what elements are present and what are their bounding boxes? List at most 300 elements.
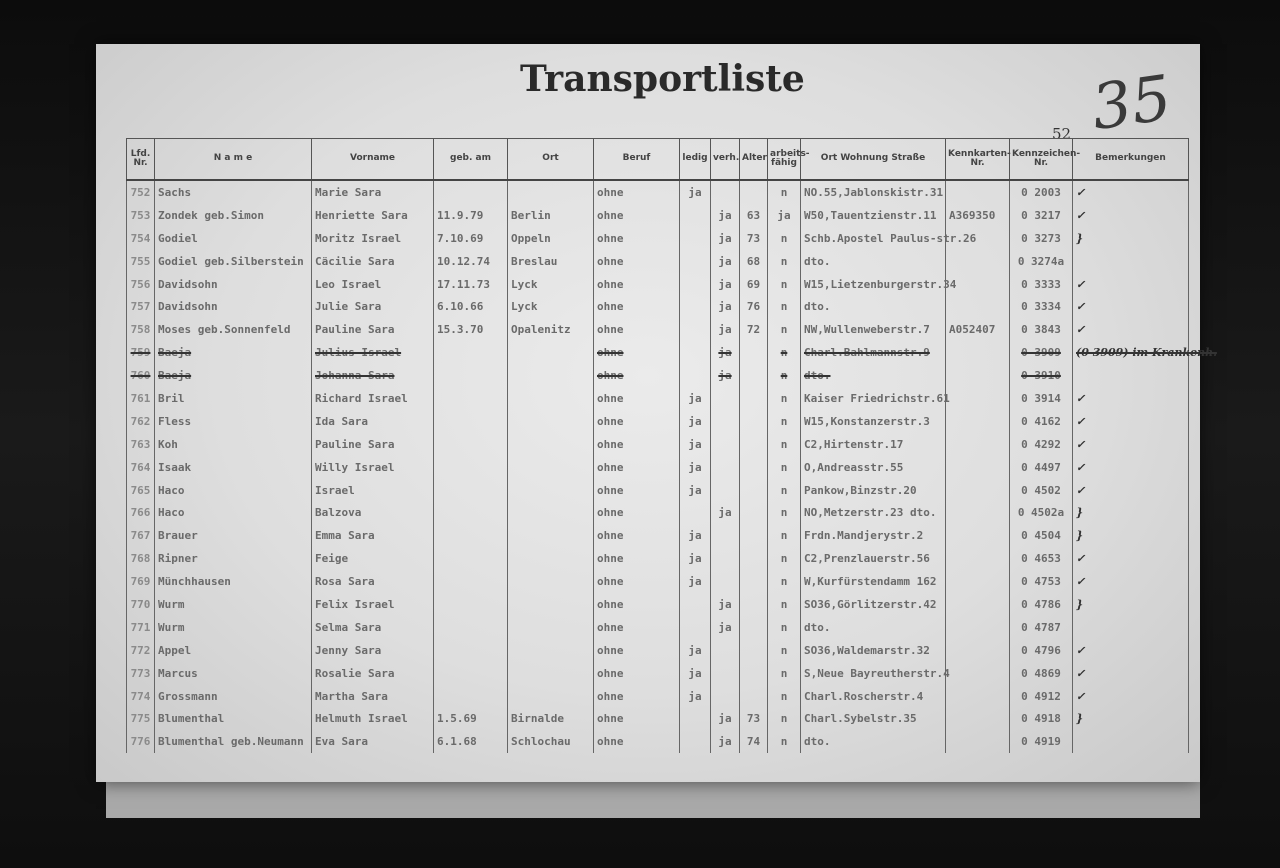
cell-nr: 769 xyxy=(127,570,155,593)
handwritten-page-number: 35 xyxy=(1087,60,1176,145)
cell-arbeit: n xyxy=(768,501,801,524)
cell-wohnung: W50,Tauentzienstr.11 xyxy=(801,204,946,227)
cell-verh: ja xyxy=(711,318,740,341)
cell-verh: ja xyxy=(711,273,740,296)
cell-alter xyxy=(740,547,768,570)
cell-bem: ✓ xyxy=(1073,318,1189,341)
cell-alter xyxy=(740,593,768,616)
cell-name: Baeja xyxy=(155,341,312,364)
cell-alter xyxy=(740,341,768,364)
cell-vorname: Ida Sara xyxy=(312,410,434,433)
cell-ort xyxy=(508,341,594,364)
cell-ort: Lyck xyxy=(508,295,594,318)
cell-beruf: ohne xyxy=(594,707,680,730)
cell-kk: A369350 xyxy=(946,204,1010,227)
cell-verh: ja xyxy=(711,204,740,227)
cell-ledig xyxy=(680,318,711,341)
cell-ledig xyxy=(680,273,711,296)
table-header-row xyxy=(127,139,1189,181)
cell-beruf: ohne xyxy=(594,250,680,273)
cell-vorname: Eva Sara xyxy=(312,730,434,753)
cell-vorname: Julius Israel xyxy=(312,341,434,364)
cell-wohnung: NW,Wullenweberstr.7 xyxy=(801,318,946,341)
cell-bem: } xyxy=(1073,227,1189,250)
cell-beruf: ohne xyxy=(594,479,680,502)
cell-arbeit: n xyxy=(768,387,801,410)
cell-bem: ✓ xyxy=(1073,410,1189,433)
cell-bem: ✓ xyxy=(1073,456,1189,479)
cell-kk xyxy=(946,524,1010,547)
cell-verh: ja xyxy=(711,501,740,524)
cell-bem: ✓ xyxy=(1073,387,1189,410)
cell-verh: ja xyxy=(711,593,740,616)
cell-vorname: Emma Sara xyxy=(312,524,434,547)
cell-alter xyxy=(740,180,768,204)
cell-verh xyxy=(711,662,740,685)
cell-kk xyxy=(946,685,1010,708)
cell-bem: (0 3909) im Krankenh. xyxy=(1073,341,1189,364)
cell-beruf: ohne xyxy=(594,364,680,387)
cell-verh xyxy=(711,433,740,456)
cell-geb xyxy=(434,387,508,410)
cell-name: Wurm xyxy=(155,593,312,616)
cell-bem xyxy=(1073,616,1189,639)
cell-beruf: ohne xyxy=(594,180,680,204)
cell-ort xyxy=(508,479,594,502)
cell-vorname: Henriette Sara xyxy=(312,204,434,227)
cell-arbeit: n xyxy=(768,685,801,708)
cell-geb xyxy=(434,364,508,387)
cell-ledig xyxy=(680,250,711,273)
cell-arbeit: n xyxy=(768,547,801,570)
cell-ledig xyxy=(680,295,711,318)
cell-arbeit: n xyxy=(768,341,801,364)
cell-vorname: Cäcilie Sara xyxy=(312,250,434,273)
cell-alter xyxy=(740,387,768,410)
cell-geb: 6.1.68 xyxy=(434,730,508,753)
cell-arbeit: n xyxy=(768,593,801,616)
cell-arbeit: n xyxy=(768,295,801,318)
cell-arbeit: n xyxy=(768,318,801,341)
cell-wohnung: Kaiser Friedrichstr.61 xyxy=(801,387,946,410)
cell-ort: Oppeln xyxy=(508,227,594,250)
cell-kz: 0 4918 xyxy=(1010,707,1073,730)
cell-arbeit: n xyxy=(768,250,801,273)
cell-beruf: ohne xyxy=(594,341,680,364)
cell-arbeit: ja xyxy=(768,204,801,227)
cell-verh: ja xyxy=(711,730,740,753)
cell-bem: ✓ xyxy=(1073,479,1189,502)
table-row xyxy=(127,593,1189,616)
table-row xyxy=(127,639,1189,662)
cell-geb xyxy=(434,479,508,502)
cell-arbeit: n xyxy=(768,227,801,250)
cell-ledig: ja xyxy=(680,387,711,410)
cell-kz: 0 3909 xyxy=(1010,341,1073,364)
cell-geb xyxy=(434,662,508,685)
table-row xyxy=(127,524,1189,547)
cell-vorname: Richard Israel xyxy=(312,387,434,410)
cell-ledig xyxy=(680,204,711,227)
cell-bem: } xyxy=(1073,707,1189,730)
cell-ort xyxy=(508,387,594,410)
cell-ledig: ja xyxy=(680,433,711,456)
cell-vorname: Helmuth Israel xyxy=(312,707,434,730)
cell-kz: 0 2003 xyxy=(1010,180,1073,204)
cell-name: Davidsohn xyxy=(155,273,312,296)
cell-nr: 762 xyxy=(127,410,155,433)
cell-name: Fless xyxy=(155,410,312,433)
table-row xyxy=(127,730,1189,753)
cell-kz: 0 3910 xyxy=(1010,364,1073,387)
cell-kk xyxy=(946,547,1010,570)
cell-wohnung: W,Kurfürstendamm 162 xyxy=(801,570,946,593)
table-row xyxy=(127,204,1189,227)
cell-kz: 0 4502 xyxy=(1010,479,1073,502)
cell-arbeit: n xyxy=(768,479,801,502)
cell-geb xyxy=(434,616,508,639)
cell-ort xyxy=(508,685,594,708)
cell-ledig: ja xyxy=(680,524,711,547)
cell-beruf: ohne xyxy=(594,730,680,753)
cell-verh: ja xyxy=(711,616,740,639)
cell-bem xyxy=(1073,730,1189,753)
column-header-wohnung: Ort Wohnung Straße xyxy=(801,139,946,181)
cell-geb: 7.10.69 xyxy=(434,227,508,250)
cell-arbeit: n xyxy=(768,364,801,387)
column-header-geb: geb. am xyxy=(434,139,508,181)
cell-wohnung: dto. xyxy=(801,295,946,318)
cell-kk xyxy=(946,593,1010,616)
cell-arbeit: n xyxy=(768,273,801,296)
table-row xyxy=(127,341,1189,364)
cell-ort xyxy=(508,639,594,662)
cell-wohnung: Schb.Apostel Paulus-str.26 xyxy=(801,227,946,250)
cell-beruf: ohne xyxy=(594,524,680,547)
cell-verh: ja xyxy=(711,295,740,318)
cell-verh xyxy=(711,479,740,502)
cell-verh xyxy=(711,547,740,570)
cell-ledig xyxy=(680,341,711,364)
cell-geb: 10.12.74 xyxy=(434,250,508,273)
cell-name: Davidsohn xyxy=(155,295,312,318)
cell-vorname: Leo Israel xyxy=(312,273,434,296)
cell-name: Marcus xyxy=(155,662,312,685)
cell-alter: 63 xyxy=(740,204,768,227)
cell-alter xyxy=(740,639,768,662)
cell-ledig: ja xyxy=(680,180,711,204)
table-body xyxy=(127,180,1217,753)
cell-name: Sachs xyxy=(155,180,312,204)
cell-name: Blumenthal geb.Neumann xyxy=(155,730,312,753)
cell-nr: 754 xyxy=(127,227,155,250)
cell-wohnung: dto. xyxy=(801,616,946,639)
cell-bem: ✓ xyxy=(1073,570,1189,593)
cell-kz: 0 4869 xyxy=(1010,662,1073,685)
cell-kk: A052407 xyxy=(946,318,1010,341)
cell-geb xyxy=(434,570,508,593)
cell-nr: 761 xyxy=(127,387,155,410)
cell-wohnung: Charl.Sybelstr.35 xyxy=(801,707,946,730)
table-row xyxy=(127,479,1189,502)
cell-geb xyxy=(434,524,508,547)
cell-verh xyxy=(711,410,740,433)
cell-alter xyxy=(740,479,768,502)
cell-kk xyxy=(946,180,1010,204)
cell-ledig: ja xyxy=(680,639,711,662)
cell-verh: ja xyxy=(711,707,740,730)
cell-kk xyxy=(946,433,1010,456)
cell-verh xyxy=(711,524,740,547)
cell-arbeit: n xyxy=(768,707,801,730)
cell-ort xyxy=(508,662,594,685)
cell-bem: ✓ xyxy=(1073,639,1189,662)
cell-ort xyxy=(508,501,594,524)
cell-verh: ja xyxy=(711,250,740,273)
cell-vorname: Julie Sara xyxy=(312,295,434,318)
cell-nr: 763 xyxy=(127,433,155,456)
cell-ledig: ja xyxy=(680,662,711,685)
cell-nr: 768 xyxy=(127,547,155,570)
cell-verh: ja xyxy=(711,364,740,387)
cell-ledig xyxy=(680,707,711,730)
cell-name: Blumenthal xyxy=(155,707,312,730)
cell-ledig xyxy=(680,593,711,616)
column-header-verh: verh. xyxy=(711,139,740,181)
cell-verh: ja xyxy=(711,341,740,364)
cell-name: Appel xyxy=(155,639,312,662)
cell-vorname: Selma Sara xyxy=(312,616,434,639)
cell-wohnung: Frdn.Mandjerystr.2 xyxy=(801,524,946,547)
cell-kk xyxy=(946,501,1010,524)
cell-alter: 76 xyxy=(740,295,768,318)
cell-kk xyxy=(946,250,1010,273)
cell-bem: } xyxy=(1073,524,1189,547)
cell-wohnung: W15,Konstanzerstr.3 xyxy=(801,410,946,433)
cell-vorname: Jenny Sara xyxy=(312,639,434,662)
cell-name: Godiel xyxy=(155,227,312,250)
cell-vorname: Pauline Sara xyxy=(312,433,434,456)
cell-kk xyxy=(946,662,1010,685)
cell-nr: 773 xyxy=(127,662,155,685)
cell-kz: 0 4786 xyxy=(1010,593,1073,616)
cell-kz: 0 3914 xyxy=(1010,387,1073,410)
cell-alter xyxy=(740,616,768,639)
cell-nr: 767 xyxy=(127,524,155,547)
table-row xyxy=(127,318,1189,341)
cell-nr: 760 xyxy=(127,364,155,387)
cell-nr: 772 xyxy=(127,639,155,662)
table-row xyxy=(127,410,1189,433)
cell-verh xyxy=(711,456,740,479)
cell-wohnung: dto. xyxy=(801,250,946,273)
cell-nr: 774 xyxy=(127,685,155,708)
cell-ledig xyxy=(680,364,711,387)
cell-geb xyxy=(434,593,508,616)
cell-arbeit: n xyxy=(768,730,801,753)
cell-ort xyxy=(508,364,594,387)
cell-geb: 1.5.69 xyxy=(434,707,508,730)
cell-name: Grossmann xyxy=(155,685,312,708)
cell-arbeit: n xyxy=(768,570,801,593)
table-row xyxy=(127,180,1189,204)
cell-vorname: Johanna Sara xyxy=(312,364,434,387)
cell-name: Bril xyxy=(155,387,312,410)
cell-vorname: Rosalie Sara xyxy=(312,662,434,685)
cell-nr: 758 xyxy=(127,318,155,341)
cell-name: Moses geb.Sonnenfeld xyxy=(155,318,312,341)
column-header-ledig: ledig xyxy=(680,139,711,181)
page-title: Transportliste xyxy=(520,58,805,100)
cell-ort xyxy=(508,616,594,639)
cell-alter: 73 xyxy=(740,227,768,250)
table-row xyxy=(127,295,1189,318)
cell-ledig xyxy=(680,227,711,250)
cell-beruf: ohne xyxy=(594,616,680,639)
cell-geb xyxy=(434,180,508,204)
cell-vorname: Israel xyxy=(312,479,434,502)
cell-beruf: ohne xyxy=(594,387,680,410)
cell-kk xyxy=(946,341,1010,364)
cell-alter xyxy=(740,364,768,387)
cell-nr: 757 xyxy=(127,295,155,318)
cell-bem: ✓ xyxy=(1073,180,1189,204)
cell-nr: 776 xyxy=(127,730,155,753)
cell-ort: Lyck xyxy=(508,273,594,296)
cell-vorname: Felix Israel xyxy=(312,593,434,616)
cell-beruf: ohne xyxy=(594,570,680,593)
cell-name: Zondek geb.Simon xyxy=(155,204,312,227)
cell-wohnung: C2,Prenzlauerstr.56 xyxy=(801,547,946,570)
cell-bem: ✓ xyxy=(1073,547,1189,570)
cell-verh xyxy=(711,639,740,662)
cell-arbeit: n xyxy=(768,662,801,685)
cell-bem: ✓ xyxy=(1073,204,1189,227)
cell-verh xyxy=(711,685,740,708)
cell-beruf: ohne xyxy=(594,456,680,479)
cell-beruf: ohne xyxy=(594,227,680,250)
cell-alter: 68 xyxy=(740,250,768,273)
transport-table xyxy=(126,138,1217,753)
cell-wohnung: W15,Lietzenburgerstr.34 xyxy=(801,273,946,296)
cell-beruf: ohne xyxy=(594,410,680,433)
cell-geb xyxy=(434,547,508,570)
cell-ort: Breslau xyxy=(508,250,594,273)
cell-kz: 0 4502a xyxy=(1010,501,1073,524)
cell-kz: 0 3334 xyxy=(1010,295,1073,318)
cell-vorname: Moritz Israel xyxy=(312,227,434,250)
cell-bem: } xyxy=(1073,501,1189,524)
cell-nr: 753 xyxy=(127,204,155,227)
cell-kk xyxy=(946,639,1010,662)
cell-ledig: ja xyxy=(680,456,711,479)
cell-beruf: ohne xyxy=(594,593,680,616)
cell-vorname: Marie Sara xyxy=(312,180,434,204)
cell-beruf: ohne xyxy=(594,318,680,341)
cell-name: Haco xyxy=(155,479,312,502)
cell-ledig: ja xyxy=(680,570,711,593)
cell-arbeit: n xyxy=(768,524,801,547)
cell-beruf: ohne xyxy=(594,273,680,296)
cell-ledig: ja xyxy=(680,547,711,570)
cell-kz: 0 4497 xyxy=(1010,456,1073,479)
table-row xyxy=(127,227,1189,250)
cell-arbeit: n xyxy=(768,616,801,639)
cell-ort xyxy=(508,547,594,570)
table-row xyxy=(127,547,1189,570)
cell-kz: 0 4504 xyxy=(1010,524,1073,547)
column-header-name: N a m e xyxy=(155,139,312,181)
table-row xyxy=(127,685,1189,708)
cell-nr: 766 xyxy=(127,501,155,524)
cell-wohnung: S,Neue Bayreutherstr.4 xyxy=(801,662,946,685)
cell-vorname: Pauline Sara xyxy=(312,318,434,341)
cell-name: Haco xyxy=(155,501,312,524)
table-row xyxy=(127,387,1189,410)
table-row xyxy=(127,456,1189,479)
cell-kk xyxy=(946,570,1010,593)
cell-kz: 0 4653 xyxy=(1010,547,1073,570)
cell-wohnung: Charl.Roscherstr.4 xyxy=(801,685,946,708)
cell-bem: ✓ xyxy=(1073,295,1189,318)
cell-kk xyxy=(946,295,1010,318)
cell-nr: 759 xyxy=(127,341,155,364)
cell-alter xyxy=(740,410,768,433)
cell-alter xyxy=(740,570,768,593)
cell-beruf: ohne xyxy=(594,295,680,318)
cell-kk xyxy=(946,707,1010,730)
cell-alter xyxy=(740,524,768,547)
cell-arbeit: n xyxy=(768,433,801,456)
cell-name: Münchhausen xyxy=(155,570,312,593)
cell-ort xyxy=(508,410,594,433)
column-header-kk: Kennkarten- Nr. xyxy=(946,139,1010,181)
cell-ledig: ja xyxy=(680,685,711,708)
cell-name: Ripner xyxy=(155,547,312,570)
cell-vorname: Willy Israel xyxy=(312,456,434,479)
cell-wohnung: O,Andreasstr.55 xyxy=(801,456,946,479)
cell-beruf: ohne xyxy=(594,662,680,685)
cell-kk xyxy=(946,364,1010,387)
cell-ort xyxy=(508,180,594,204)
cell-nr: 770 xyxy=(127,593,155,616)
cell-nr: 775 xyxy=(127,707,155,730)
cell-arbeit: n xyxy=(768,456,801,479)
cell-ledig xyxy=(680,616,711,639)
cell-alter: 74 xyxy=(740,730,768,753)
cell-geb xyxy=(434,433,508,456)
cell-wohnung: NO,Metzerstr.23 dto. xyxy=(801,501,946,524)
paper-lower-edge xyxy=(106,782,1200,818)
cell-bem: ✓ xyxy=(1073,433,1189,456)
cell-kz: 0 3843 xyxy=(1010,318,1073,341)
cell-wohnung: NO.55,Jablonskistr.31 xyxy=(801,180,946,204)
page-number: 52 xyxy=(1052,125,1072,143)
cell-kk xyxy=(946,387,1010,410)
cell-beruf: ohne xyxy=(594,433,680,456)
cell-kz: 0 4912 xyxy=(1010,685,1073,708)
cell-beruf: ohne xyxy=(594,204,680,227)
cell-arbeit: n xyxy=(768,180,801,204)
cell-wohnung: dto. xyxy=(801,730,946,753)
cell-verh: ja xyxy=(711,227,740,250)
cell-name: Koh xyxy=(155,433,312,456)
cell-geb: 15.3.70 xyxy=(434,318,508,341)
cell-nr: 764 xyxy=(127,456,155,479)
cell-name: Baeja xyxy=(155,364,312,387)
cell-ort: Birnalde xyxy=(508,707,594,730)
cell-geb xyxy=(434,456,508,479)
